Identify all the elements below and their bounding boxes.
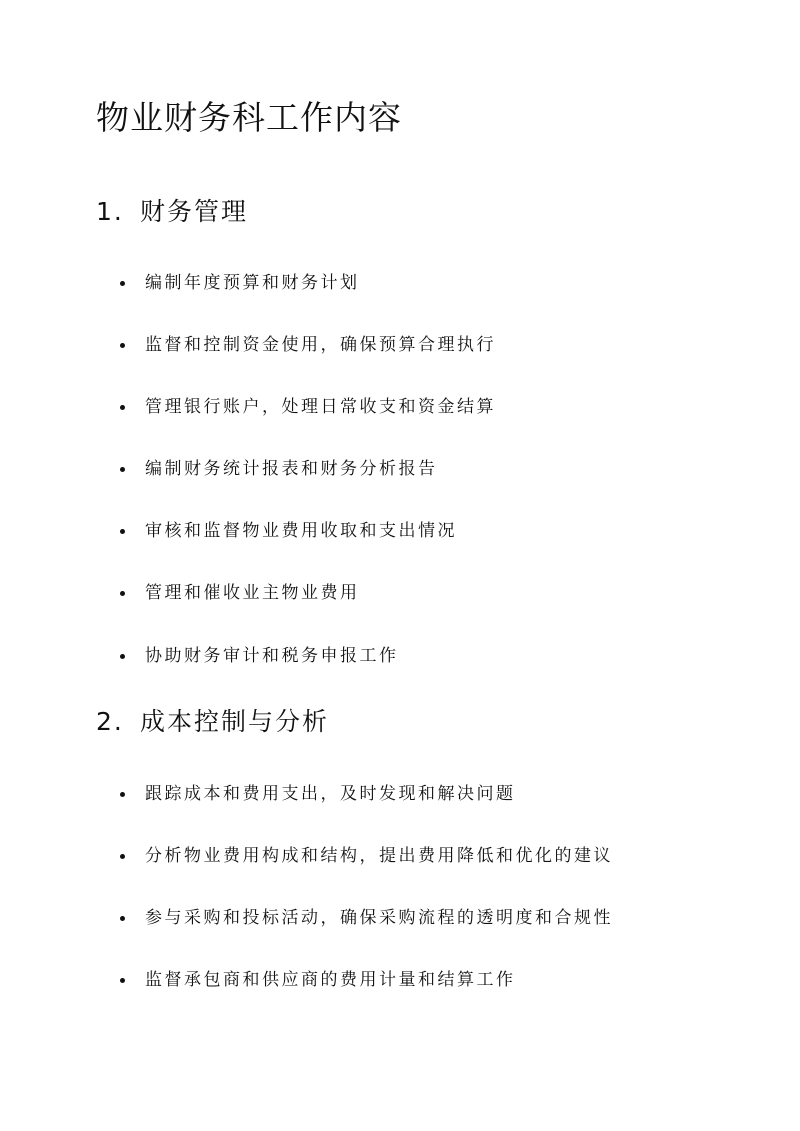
- list-item-text: 编制年度预算和财务计划: [145, 273, 360, 293]
- bullet-icon: [120, 916, 125, 921]
- list-item-text: 管理和催收业主物业费用: [145, 583, 360, 603]
- list-item-text: 协助财务审计和税务申报工作: [145, 646, 399, 666]
- list-item: [120, 394, 496, 420]
- list-item: [120, 905, 613, 931]
- section-heading-financial-management: [96, 195, 248, 229]
- bullet-icon: [120, 405, 125, 410]
- list-item-text: 监督承包商和供应商的费用计量和结算工作: [145, 970, 516, 990]
- list-item-text: 监督和控制资金使用，确保预算合理执行: [145, 335, 496, 355]
- list-item: [120, 456, 438, 482]
- list-item: [120, 781, 516, 807]
- list-item: [120, 843, 613, 869]
- list-item-text: 跟踪成本和费用支出，及时发现和解决问题: [145, 784, 516, 804]
- bullet-icon: [120, 854, 125, 859]
- section-heading-cost-control: [96, 705, 329, 739]
- bullet-icon: [120, 281, 125, 286]
- list-item: [120, 643, 399, 669]
- list-item: [120, 518, 457, 544]
- list-item-text: 管理银行账户，处理日常收支和资金结算: [145, 397, 496, 417]
- list-item: [120, 967, 516, 993]
- bullet-icon: [120, 467, 125, 472]
- list-item-text: 参与采购和投标活动，确保采购流程的透明度和合规性: [145, 908, 613, 928]
- page-title: 物业财务科工作内容: [96, 98, 402, 137]
- bullet-icon: [120, 343, 125, 348]
- section-number: 1.: [96, 197, 124, 226]
- list-item-text: 审核和监督物业费用收取和支出情况: [145, 521, 457, 541]
- list-item: [120, 580, 360, 606]
- bullet-icon: [120, 529, 125, 534]
- bullet-icon: [120, 792, 125, 797]
- section-heading-text: 财务管理: [140, 197, 249, 226]
- list-item-text: 分析物业费用构成和结构，提出费用降低和优化的建议: [145, 846, 613, 866]
- bullet-icon: [120, 591, 125, 596]
- list-item: [120, 270, 360, 296]
- list-item-text: 编制财务统计报表和财务分析报告: [145, 459, 438, 479]
- bullet-icon: [120, 978, 125, 983]
- bullet-icon: [120, 654, 125, 659]
- list-item: [120, 332, 496, 358]
- section-number: 2.: [96, 707, 124, 736]
- section-heading-text: 成本控制与分析: [140, 707, 330, 736]
